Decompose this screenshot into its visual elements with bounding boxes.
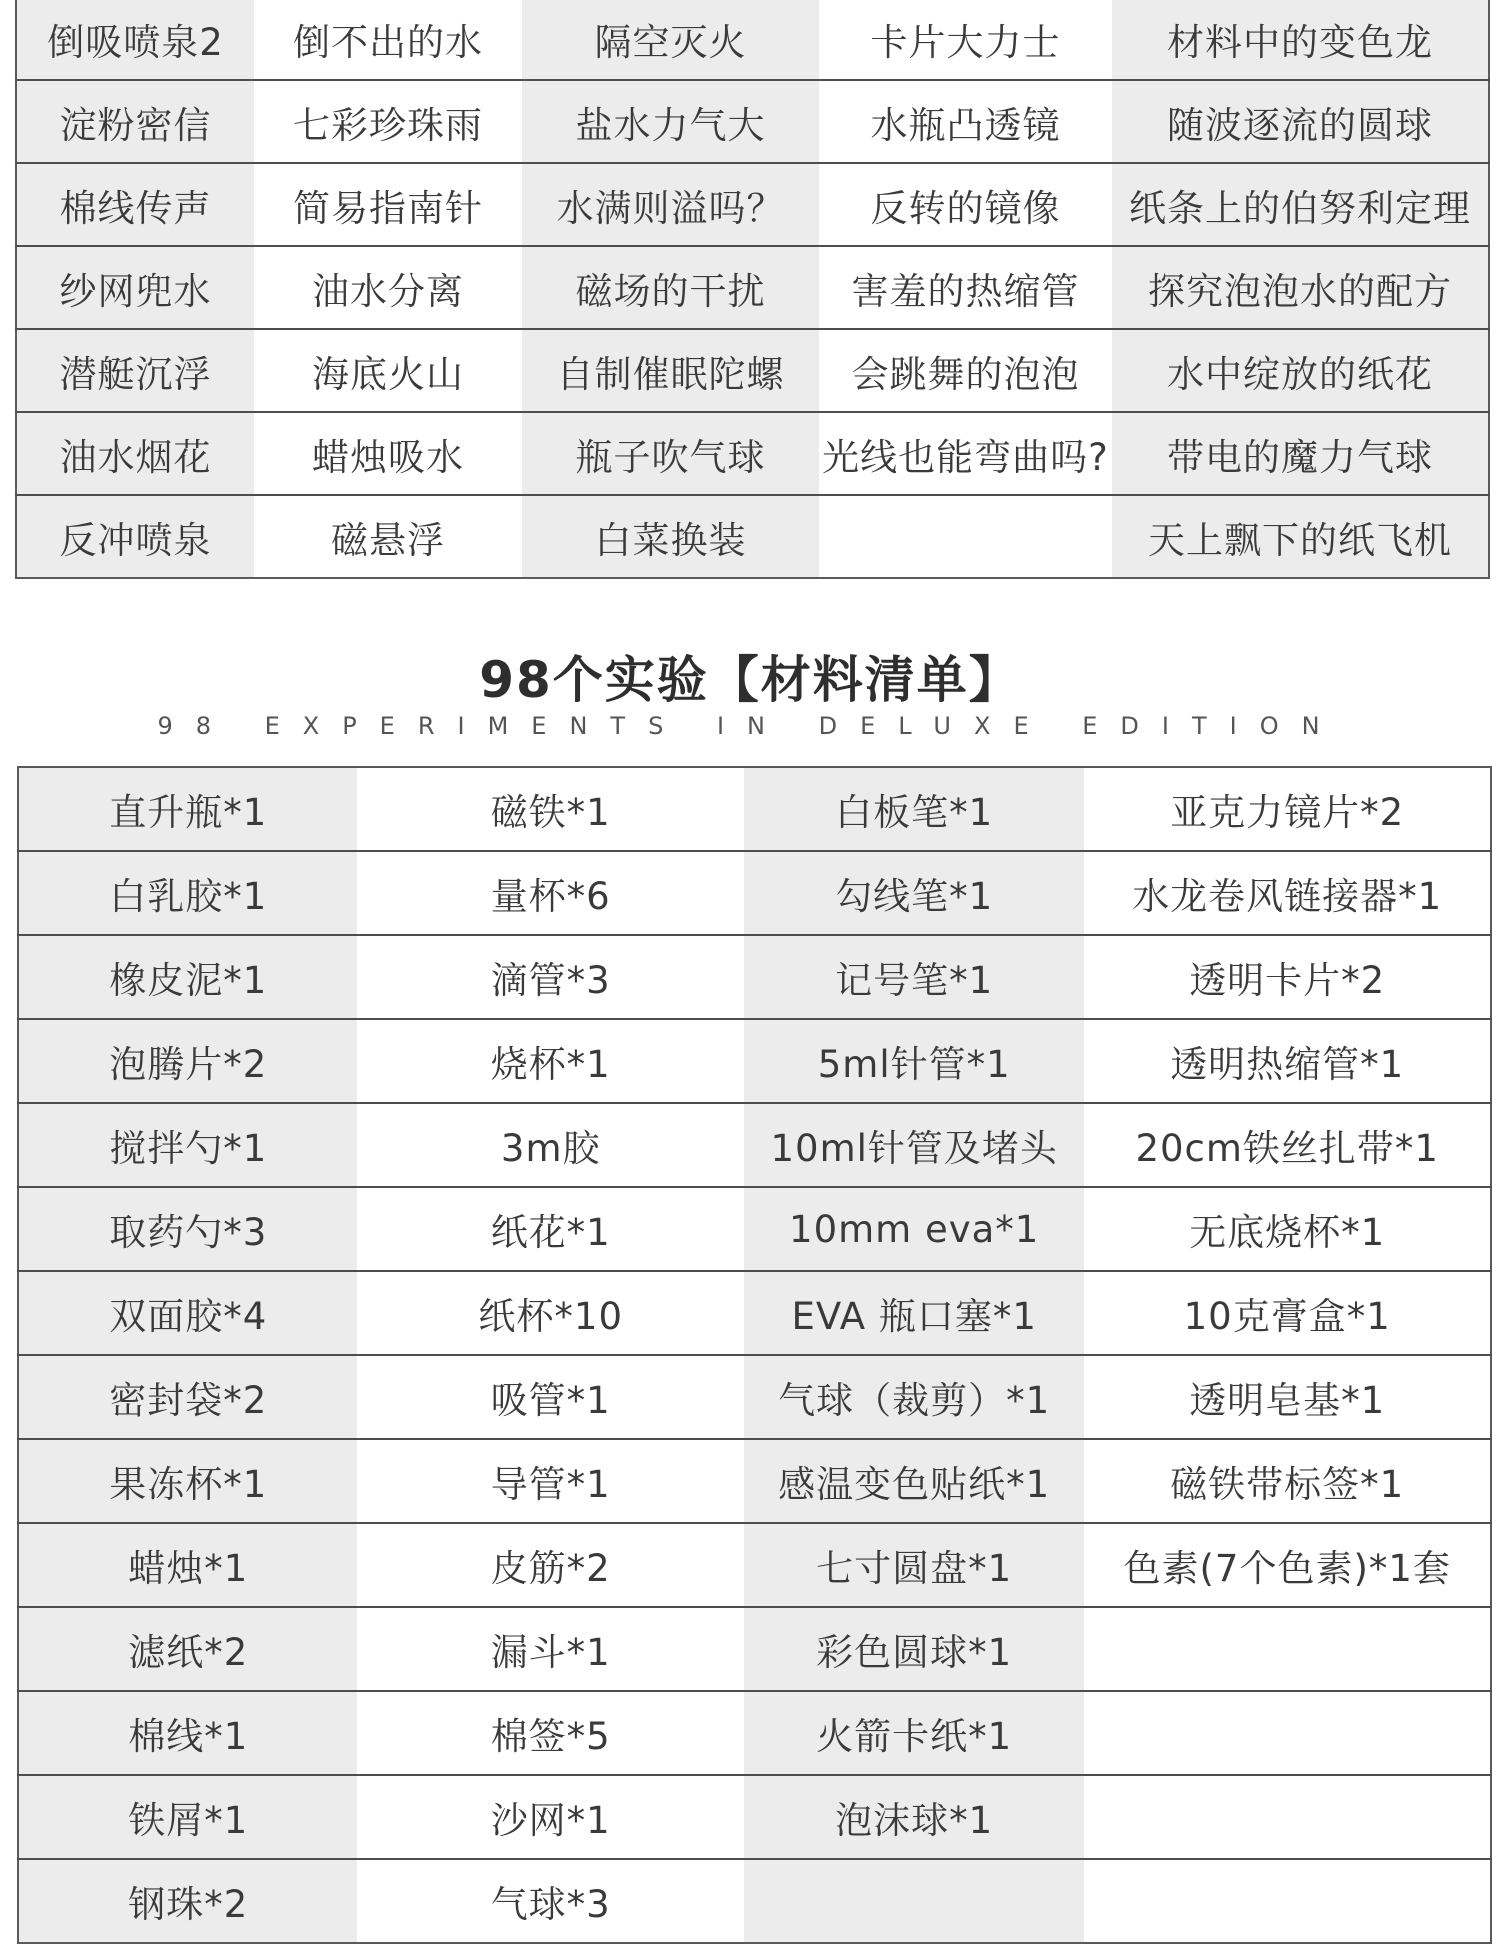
material-cell: 气球*3 xyxy=(490,1883,611,1926)
material-cell: 10mm eva*1 xyxy=(744,1187,1084,1271)
material-cell: 白乳胶*1 xyxy=(18,851,357,935)
experiment-cell xyxy=(819,495,1112,578)
material-cell: 10ml针管及堵头 xyxy=(744,1103,1084,1187)
material-cell xyxy=(1084,1691,1491,1775)
experiment-cell: 水满则溢吗？ xyxy=(522,163,819,246)
material-row xyxy=(18,1859,1491,1943)
material-cell: 七寸圆盘*1 xyxy=(744,1523,1084,1607)
experiment-cell: 潜艇沉浮 xyxy=(16,329,254,412)
experiment-cell: 随波逐流的圆球 xyxy=(1112,80,1489,163)
material-cell: 色素(7个色素)*1套 xyxy=(1084,1523,1491,1607)
experiment-cell: 纱网兜水 xyxy=(16,246,254,329)
material-cell: 水龙卷风链接器*1 xyxy=(1084,851,1491,935)
material-cell: 透明热缩管*1 xyxy=(1084,1019,1491,1103)
experiment-row xyxy=(16,412,1489,495)
experiment-cell: 简易指南针 xyxy=(254,163,522,246)
experiment-cell: 探究泡泡水的配方 xyxy=(1112,246,1489,329)
experiment-cell: 棉线传声 xyxy=(16,163,254,246)
material-cell: 彩色圆球*1 xyxy=(744,1607,1084,1691)
experiment-row xyxy=(16,80,1489,163)
experiment-cell: 带电的魔力气球 xyxy=(1112,412,1489,495)
material-cell: 勾线笔*1 xyxy=(744,851,1084,935)
material-cell: 磁铁带标签*1 xyxy=(1084,1439,1491,1523)
material-row xyxy=(18,935,1491,1019)
material-cell: 搅拌勺*1 xyxy=(18,1103,357,1187)
experiment-cell: 倒不出的水 xyxy=(254,0,522,80)
materials-subtitle: 98 EXPERIMENTS IN DELUXE EDITION xyxy=(157,712,1343,740)
material-row xyxy=(18,1187,1491,1271)
experiment-cell: 油水分离 xyxy=(254,246,522,329)
experiment-cell: 材料中的变色龙 xyxy=(1112,0,1489,80)
material-row xyxy=(18,1775,1491,1859)
materials-list-table xyxy=(17,766,1492,1944)
experiment-cell: 会跳舞的泡泡 xyxy=(819,329,1112,412)
material-cell: 取药勺*3 xyxy=(18,1187,357,1271)
material-cell: 铁屑*1 xyxy=(18,1775,357,1859)
material-cell: 橡皮泥*1 xyxy=(18,935,357,1019)
materials-list-body xyxy=(18,767,1491,1943)
material-cell: 滤纸*2 xyxy=(18,1607,357,1691)
material-cell: 气球（裁剪）*1 xyxy=(744,1355,1084,1439)
material-cell: 棉线*1 xyxy=(18,1691,357,1775)
material-row xyxy=(18,851,1491,935)
experiment-cell: 海底火山 xyxy=(254,329,522,412)
experiment-list-body xyxy=(16,0,1489,578)
experiment-cell: 卡片大力士 xyxy=(819,0,1112,80)
experiment-row xyxy=(16,163,1489,246)
material-cell: 密封袋*2 xyxy=(18,1355,357,1439)
experiment-cell: 纸条上的伯努利定理 xyxy=(1112,163,1489,246)
material-row xyxy=(18,767,1491,851)
material-cell: 沙网*1 xyxy=(357,1775,744,1859)
material-cell: 量杯*6 xyxy=(357,851,744,935)
material-cell: 记号笔*1 xyxy=(744,935,1084,1019)
experiment-list-table xyxy=(15,0,1490,579)
material-cell: 透明皂基*1 xyxy=(1084,1355,1491,1439)
experiment-cell: 蜡烛吸水 xyxy=(254,412,522,495)
experiment-row xyxy=(16,246,1489,329)
material-cell xyxy=(1084,1859,1491,1943)
material-cell: 双面胶*4 xyxy=(18,1271,357,1355)
materials-title: 98个实验【材料清单】 xyxy=(479,651,1021,709)
experiment-cell: 反冲喷泉 xyxy=(16,495,254,578)
material-cell: 果冻杯*1 xyxy=(18,1439,357,1523)
material-cell: 蜡烛*1 xyxy=(18,1523,357,1607)
experiment-cell: 磁场的干扰 xyxy=(522,246,819,329)
material-cell: 无底烧杯*1 xyxy=(1084,1187,1491,1271)
experiment-cell: 天上飘下的纸飞机 xyxy=(1112,495,1489,578)
experiment-cell: 瓶子吹气球 xyxy=(522,412,819,495)
material-cell xyxy=(1084,1775,1491,1859)
material-cell: 20cm铁丝扎带*1 xyxy=(1084,1103,1491,1187)
material-cell: 钢珠*2 xyxy=(18,1859,357,1943)
material-row xyxy=(18,1607,1491,1691)
material-cell: 纸杯*10 xyxy=(357,1271,744,1355)
material-cell: 5ml针管*1 xyxy=(744,1019,1084,1103)
material-row xyxy=(18,1439,1491,1523)
experiment-row xyxy=(16,495,1489,578)
material-cell: 直升瓶*1 xyxy=(18,767,357,851)
material-row xyxy=(18,1523,1491,1607)
experiment-cell: 油水烟花 xyxy=(16,412,254,495)
material-row xyxy=(18,1271,1491,1355)
experiment-row xyxy=(16,0,1489,80)
experiment-cell: 自制催眠陀螺 xyxy=(522,329,819,412)
material-cell: 白板笔*1 xyxy=(744,767,1084,851)
material-cell: 磁铁*1 xyxy=(357,767,744,851)
experiment-cell: 倒吸喷泉2 xyxy=(16,0,254,80)
experiment-cell: 隔空灭火 xyxy=(522,0,819,80)
material-cell: 导管*1 xyxy=(357,1439,744,1523)
material-cell: 亚克力镜片*2 xyxy=(1084,767,1491,851)
experiment-cell: 淀粉密信 xyxy=(16,80,254,163)
material-row xyxy=(18,1691,1491,1775)
experiment-cell: 水中绽放的纸花 xyxy=(1112,329,1489,412)
material-cell: 纸花*1 xyxy=(357,1187,744,1271)
material-cell: 泡沫球*1 xyxy=(744,1775,1084,1859)
material-cell: 吸管*1 xyxy=(357,1355,744,1439)
experiment-cell: 水瓶凸透镜 xyxy=(819,80,1112,163)
experiment-cell: 害羞的热缩管 xyxy=(819,246,1112,329)
material-cell xyxy=(744,1859,1084,1943)
material-cell: 滴管*3 xyxy=(357,935,744,1019)
experiment-cell: 反转的镜像 xyxy=(819,163,1112,246)
experiment-cell: 磁悬浮 xyxy=(331,518,445,562)
experiment-cell: 七彩珍珠雨 xyxy=(254,80,522,163)
experiment-cell: 光线也能弯曲吗? xyxy=(819,412,1112,495)
experiment-cell: 盐水力气大 xyxy=(522,80,819,163)
material-cell: 10克膏盒*1 xyxy=(1084,1271,1491,1355)
material-cell: 泡腾片*2 xyxy=(18,1019,357,1103)
material-cell: 3m胶 xyxy=(357,1103,744,1187)
material-cell: 感温变色贴纸*1 xyxy=(744,1439,1084,1523)
material-cell: EVA 瓶口塞*1 xyxy=(744,1271,1084,1355)
material-cell: 皮筋*2 xyxy=(357,1523,744,1607)
material-cell: 漏斗*1 xyxy=(357,1607,744,1691)
material-row xyxy=(18,1103,1491,1187)
material-cell: 棉签*5 xyxy=(357,1691,744,1775)
material-cell: 透明卡片*2 xyxy=(1084,935,1491,1019)
experiment-row xyxy=(16,329,1489,412)
material-cell xyxy=(1084,1607,1491,1691)
material-cell: 烧杯*1 xyxy=(357,1019,744,1103)
material-cell: 火箭卡纸*1 xyxy=(744,1691,1084,1775)
material-row xyxy=(18,1019,1491,1103)
experiment-cell: 白菜换装 xyxy=(522,495,819,578)
material-row xyxy=(18,1355,1491,1439)
